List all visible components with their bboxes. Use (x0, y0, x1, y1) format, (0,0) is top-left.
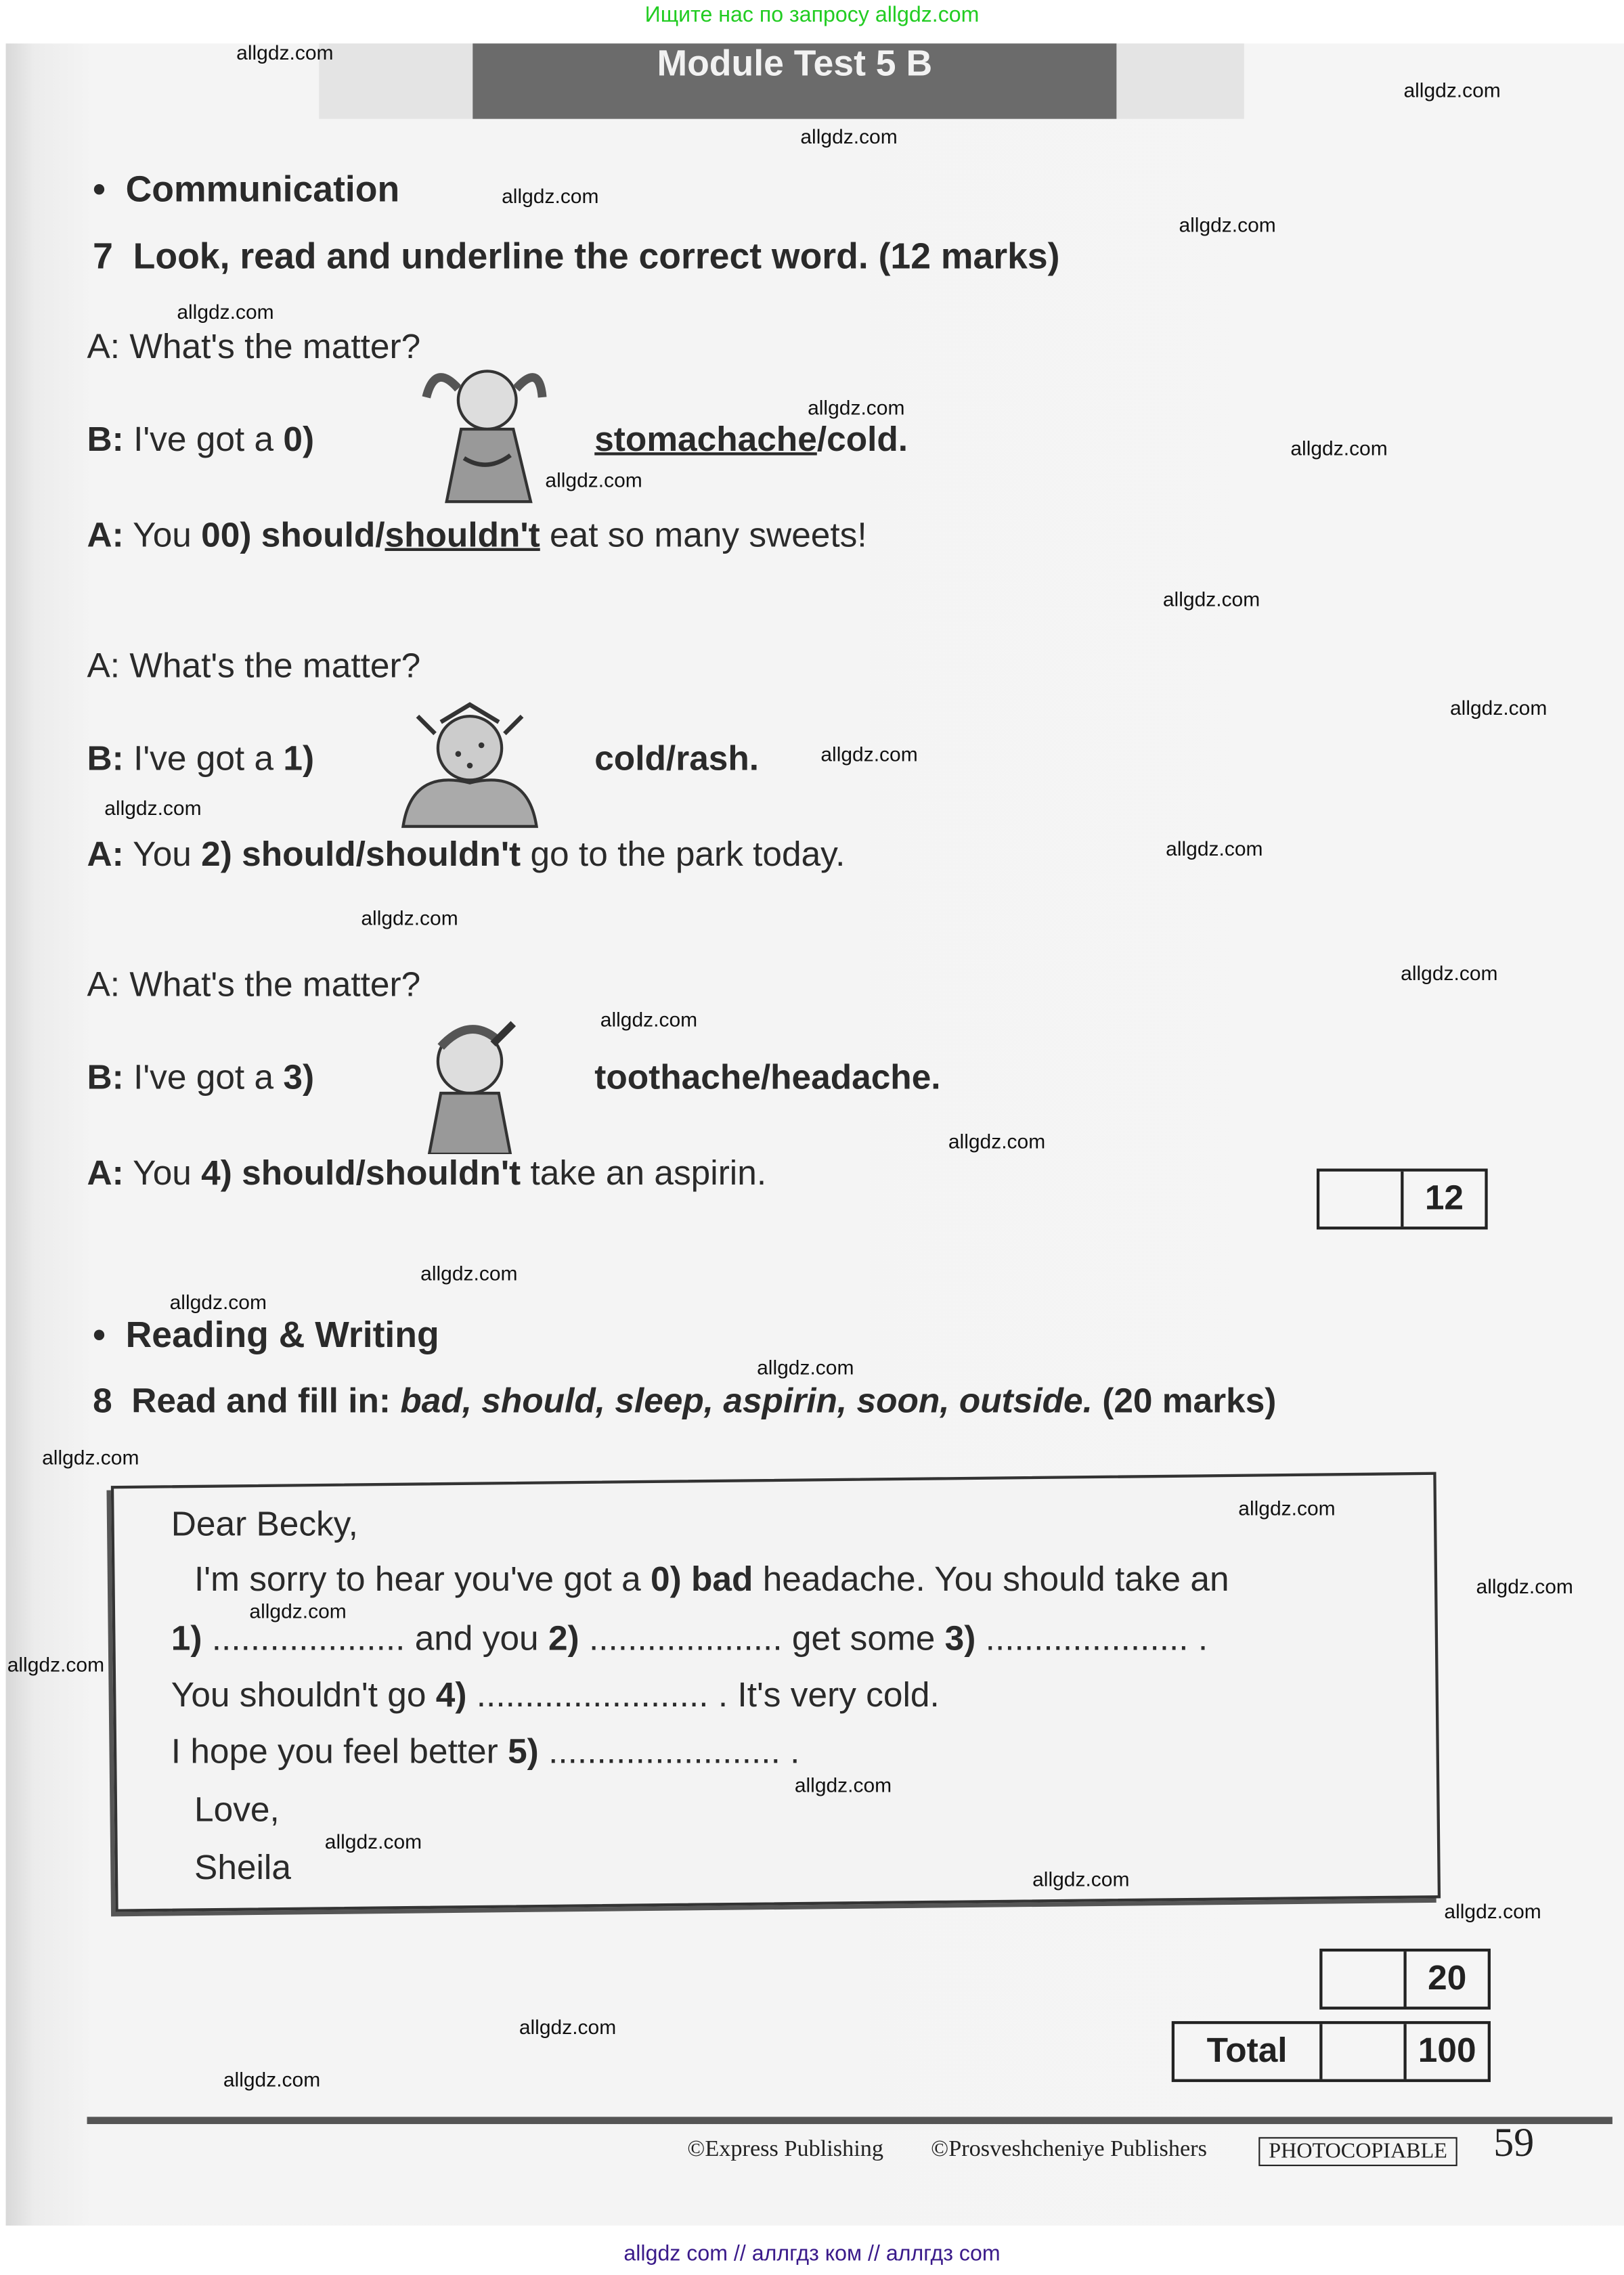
section-heading-reading-writing: • Reading & Writing (93, 1315, 439, 1356)
watermark: allgdz.com (1179, 213, 1276, 237)
watermark: allgdz.com (249, 1599, 347, 1622)
watermark: allgdz.com (7, 1652, 105, 1677)
task-number: 7 (93, 236, 113, 278)
page-number: 59 (1493, 2121, 1535, 2167)
dialogue-line: A: What's the matter? (87, 646, 421, 686)
watermark: allgdz.com (1403, 78, 1501, 102)
watermark: allgdz.com (1166, 836, 1263, 860)
dialogue-line: A: What's the matter? (87, 328, 421, 367)
bottom-banner-link[interactable]: allgdz com // аллгдз ком // аллгдз com (623, 2241, 1001, 2266)
word-choice[interactable]: cold/rash. (594, 739, 760, 779)
watermark: allgdz.com (519, 2015, 617, 2039)
letter-line: I'm sorry to hear you've got a 0) bad headache. You should take an (194, 1560, 1229, 1599)
total-input[interactable] (1319, 2024, 1403, 2079)
page-title: Module Test 5 B (473, 43, 1116, 118)
child-rash-illustration (397, 696, 542, 829)
watermark: allgdz.com (169, 1290, 267, 1314)
publisher-credit: ©Express Publishing (687, 2137, 884, 2162)
watermark: allgdz.com (600, 1007, 698, 1031)
letter-line[interactable]: You shouldn't go 4) ........................ . It's very cold. (171, 1676, 940, 1715)
watermark: allgdz.com (1450, 696, 1548, 720)
dialogue-line[interactable]: A: You 00) should/shouldn't eat so many sweets! (87, 516, 867, 556)
footer-divider (87, 2117, 1612, 2124)
watermark: allgdz.com (42, 1445, 139, 1469)
letter-signature: Sheila (194, 1849, 291, 1888)
watermark: allgdz.com (1444, 1899, 1541, 1923)
section-heading-text: Reading & Writing (125, 1315, 439, 1356)
dialogue-line: B: I've got a 3) (87, 1058, 315, 1098)
score-max: 20 (1403, 1951, 1487, 2006)
letter-closing: Love, (194, 1790, 280, 1830)
watermark: allgdz.com (361, 906, 458, 930)
score-max: 12 (1401, 1172, 1485, 1227)
watermark: allgdz.com (1238, 1496, 1336, 1520)
total-label: Total (1206, 2031, 1288, 2071)
dialogue-line: A: What's the matter? (87, 965, 421, 1005)
watermark: allgdz.com (1032, 1867, 1130, 1891)
watermark: allgdz.com (820, 742, 918, 766)
task-8-instruction: 8 Read and fill in: bad, should, sleep, aspirin, soon, outside. (20 marks) (93, 1382, 1277, 1421)
watermark: allgdz.com (104, 795, 202, 820)
score-box-section1 (1317, 1168, 1488, 1229)
watermark: allgdz.com (1162, 587, 1260, 611)
watermark: allgdz.com (545, 468, 642, 492)
watermark: allgdz.com (236, 40, 334, 64)
watermark: allgdz.com (800, 125, 898, 148)
word-choice[interactable]: toothache/headache. (594, 1058, 941, 1098)
total-max: 100 (1403, 2024, 1487, 2079)
letter-line[interactable]: 1) .................... and you 2) .................... get some 3) ..................... . (171, 1619, 1208, 1659)
watermark: allgdz.com (223, 2067, 321, 2091)
dialogue-line: B: I've got a 0) (87, 420, 315, 460)
boy-headache-illustration (412, 1015, 527, 1154)
watermark: allgdz.com (794, 1773, 892, 1796)
watermark: allgdz.com (948, 1129, 1046, 1153)
section-heading-text: Communication (125, 169, 400, 211)
section-heading-communication: • Communication (93, 169, 400, 211)
dialogue-line: B: I've got a 1) (87, 739, 315, 779)
letter-line[interactable]: I hope you feel better 5) ........................ . (171, 1732, 800, 1772)
watermark: allgdz.com (420, 1261, 518, 1285)
top-banner-link[interactable]: Ищите нас по запросу allgdz.com (644, 3, 980, 28)
watermark: allgdz.com (1476, 1574, 1573, 1598)
photocopiable-badge: PHOTOCOPIABLE (1258, 2137, 1457, 2166)
dialogue-line[interactable]: A: You 4) should/shouldn't take an aspirin. (87, 1154, 767, 1193)
watermark: allgdz.com (324, 1830, 422, 1853)
letter-greeting: Dear Becky, (171, 1505, 358, 1545)
total-score-box (1172, 2021, 1491, 2082)
watermark: allgdz.com (1401, 961, 1498, 985)
score-box-section2 (1319, 1949, 1491, 2010)
girl-stomachache-illustration (415, 357, 548, 508)
watermark: allgdz.com (502, 184, 599, 208)
task-text: Look, read and underline the correct word. (12 marks) (133, 236, 1060, 278)
score-input[interactable] (1323, 1951, 1404, 2006)
dialogue-line[interactable]: A: You 2) should/shouldn't go to the park today. (87, 835, 846, 875)
score-input[interactable] (1319, 1172, 1401, 1227)
watermark: allgdz.com (808, 395, 905, 420)
task-7-instruction (93, 236, 1060, 278)
watermark: allgdz.com (177, 300, 274, 324)
word-choice[interactable]: stomachache/cold. (594, 420, 908, 460)
watermark: allgdz.com (1290, 436, 1388, 460)
watermark: allgdz.com (757, 1355, 854, 1379)
publisher-credit: ©Prosveshcheniye Publishers (931, 2137, 1207, 2162)
